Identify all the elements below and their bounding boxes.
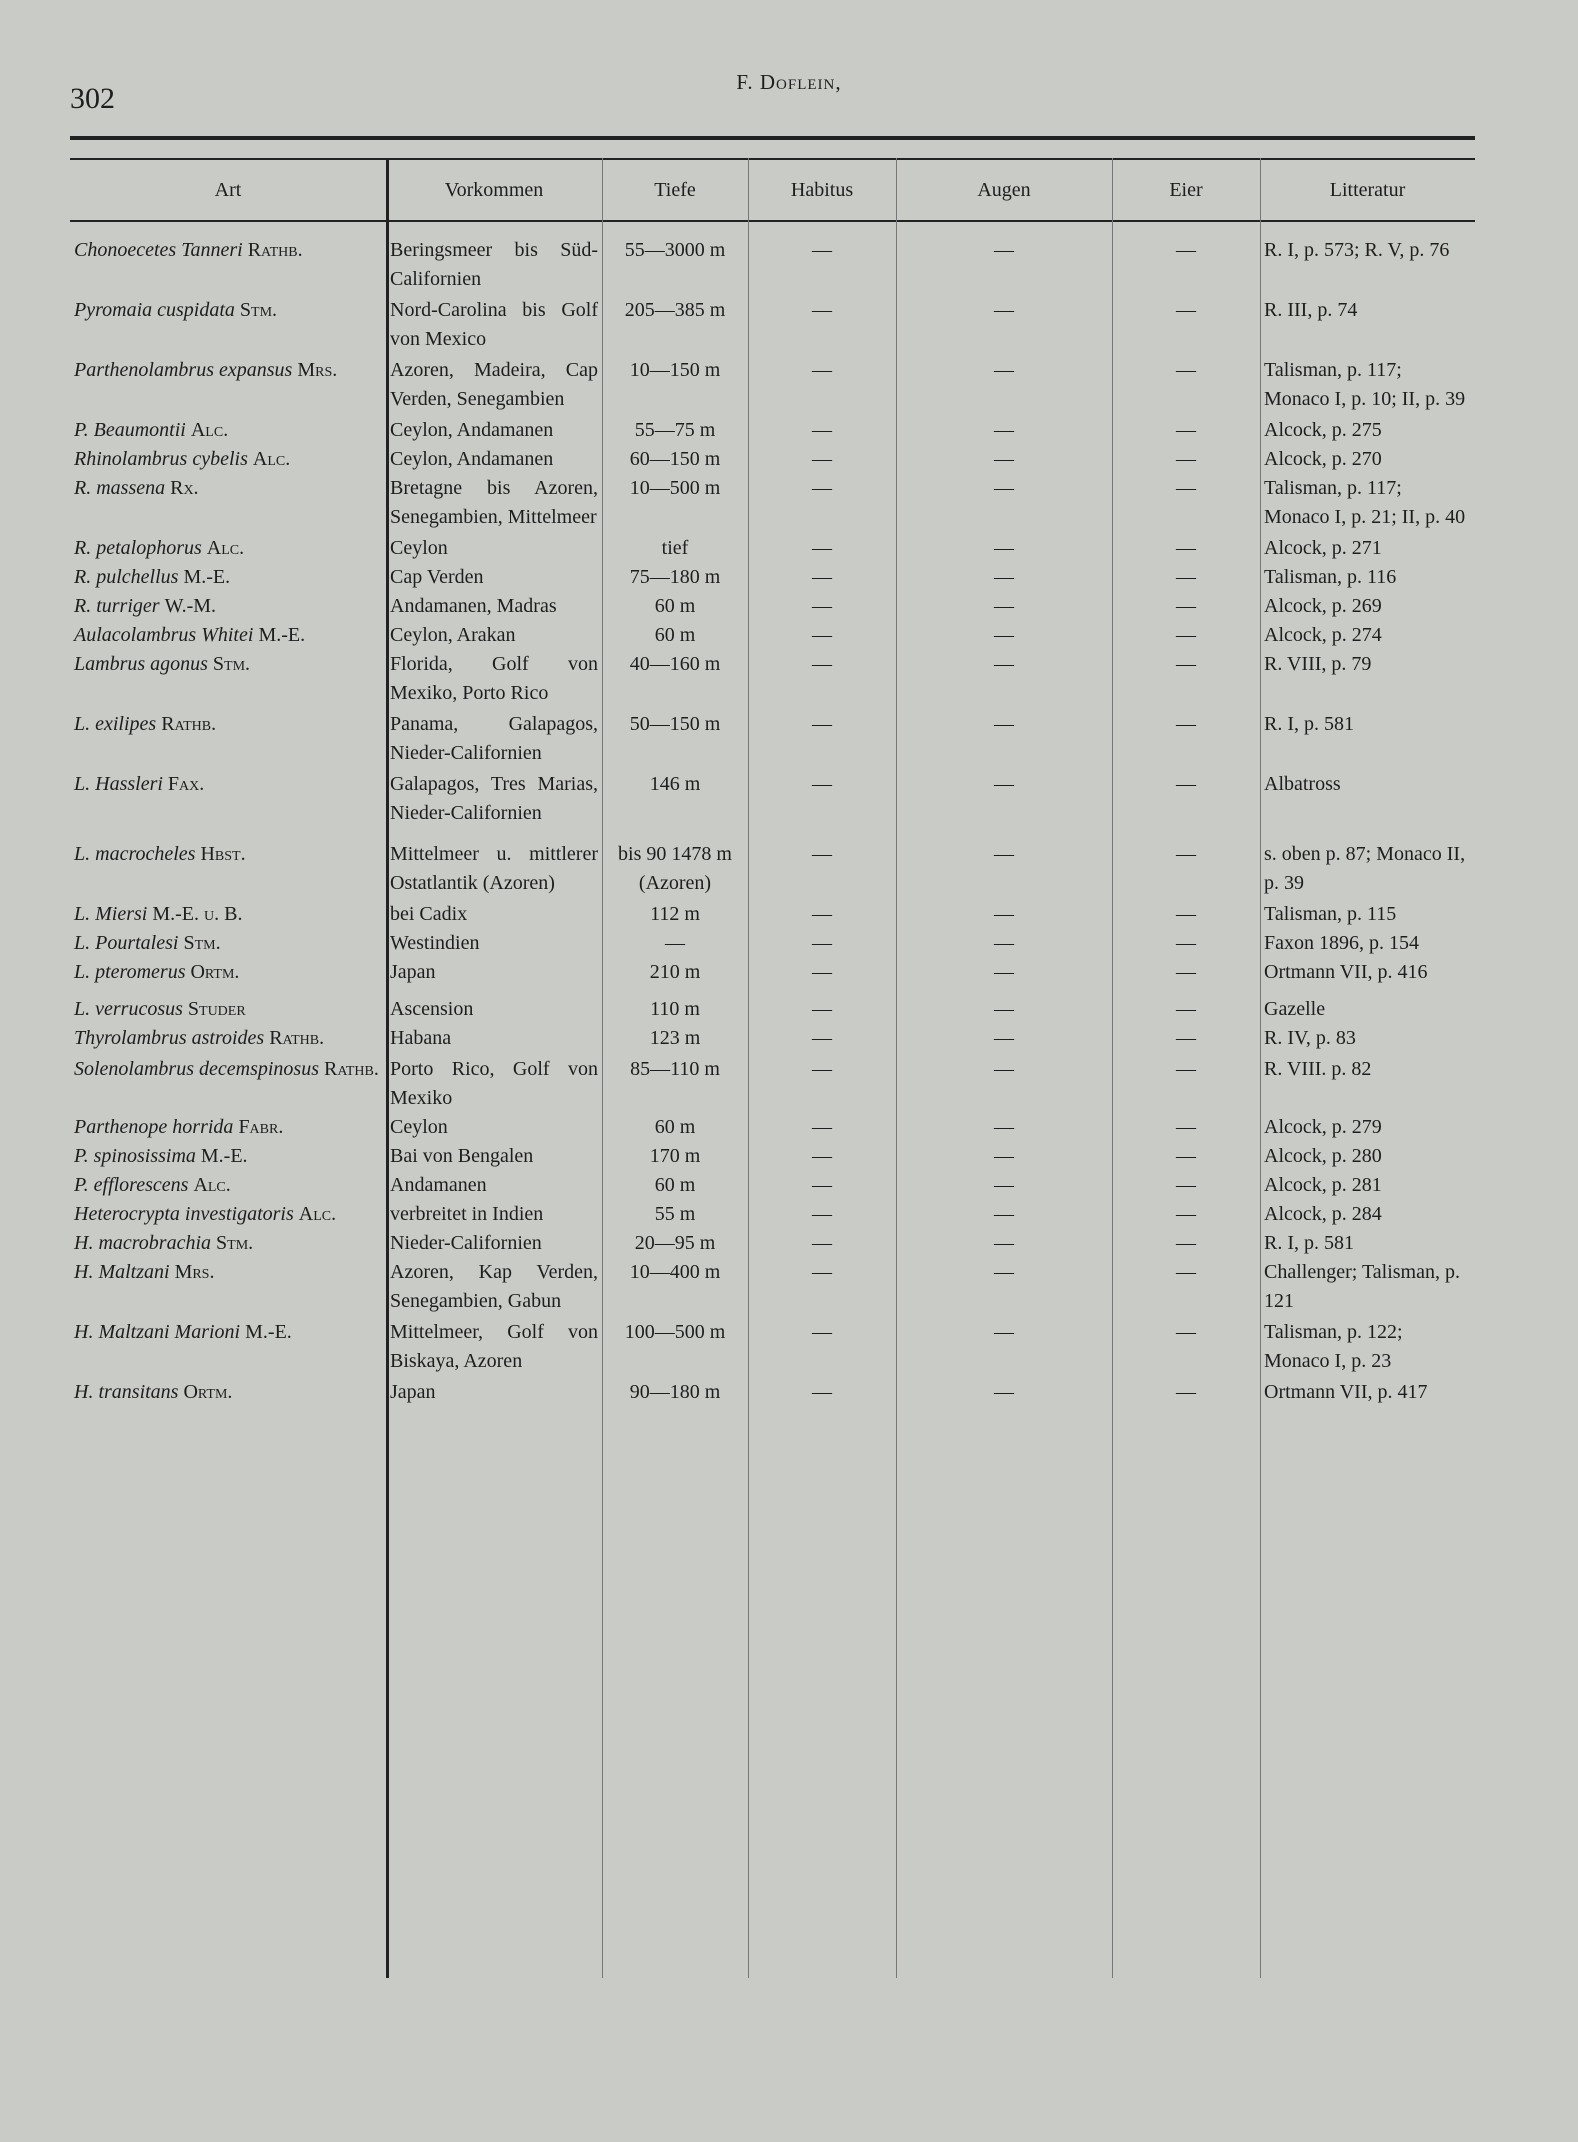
- cell-litteratur: Talisman, p. 117; Monaco I, p. 21; II, p. 40: [1264, 477, 1466, 528]
- cell-eier: —: [1176, 1203, 1196, 1225]
- cell-litteratur: Alcock, p. 279: [1264, 1116, 1382, 1138]
- cell-art: [70, 1318, 386, 1378]
- cell-art: [70, 1200, 386, 1229]
- species-name: P. spinosissima: [74, 1145, 196, 1167]
- species-name: Lambrus agonus: [74, 653, 208, 675]
- cell-litteratur: Alcock, p. 284: [1264, 1203, 1382, 1225]
- cell-litteratur: Ortmann VII, p. 416: [1264, 961, 1428, 983]
- cell-tiefe: 205—385 m: [624, 299, 726, 321]
- cell-vorkommen: Azoren, Kap Verden, Senegambien, Gabun: [390, 1261, 598, 1312]
- cell-augen: —: [994, 1174, 1014, 1196]
- cell-augen: —: [994, 843, 1014, 865]
- cell-tiefe: 60 m: [654, 595, 696, 617]
- species-name: R. turriger: [74, 595, 160, 617]
- species-author: Rx.: [170, 477, 199, 499]
- cell-vorkommen: Panama, Galapagos, Nieder-Californien: [390, 713, 598, 764]
- species-name: R. massena: [74, 477, 166, 499]
- cell-habitus: —: [812, 239, 832, 261]
- cell-vorkommen: Beringsmeer bis Süd-Californien: [390, 239, 598, 290]
- cell-vorkommen: Habana: [390, 1027, 452, 1049]
- cell-augen: —: [994, 419, 1014, 441]
- cell-vorkommen: Andamanen, Madras: [390, 595, 557, 617]
- cell-eier: —: [1176, 595, 1196, 617]
- table-header: [70, 160, 1475, 236]
- column-header-habitus: Habitus: [790, 178, 854, 201]
- cell-litteratur: Alcock, p. 280: [1264, 1145, 1382, 1167]
- cell-tiefe: 60 m: [654, 1116, 696, 1138]
- species-name: Parthenope horrida: [74, 1116, 234, 1138]
- species-author: Alc.: [252, 448, 291, 470]
- species-author: Ortm.: [190, 961, 240, 983]
- cell-eier: —: [1176, 843, 1196, 865]
- cell-litteratur: R. I, p. 581: [1264, 1232, 1354, 1254]
- cell-habitus: —: [812, 1027, 832, 1049]
- cell-habitus: —: [812, 299, 832, 321]
- cell-augen: —: [994, 1145, 1014, 1167]
- cell-art: [70, 296, 386, 356]
- species-author: W.-M.: [164, 595, 217, 617]
- species-name: Heterocrypta investigatoris: [74, 1203, 294, 1225]
- cell-art: [70, 1258, 386, 1318]
- cell-tiefe: 60—150 m: [629, 448, 721, 470]
- cell-habitus: —: [812, 1116, 832, 1138]
- table-row: [70, 1318, 1475, 1378]
- species-author: M.-E.: [245, 1321, 292, 1343]
- species-name: L. verrucosus: [74, 998, 183, 1020]
- cell-augen: —: [994, 566, 1014, 588]
- species-author: Stm.: [239, 299, 278, 321]
- cell-vorkommen: Galapagos, Tres Marias, Nieder-Californien: [390, 773, 598, 824]
- cell-habitus: —: [812, 1145, 832, 1167]
- cell-art: [70, 958, 386, 995]
- table-row: [70, 1055, 1475, 1113]
- cell-tiefe: 123 m: [649, 1027, 701, 1049]
- species-name: H. macrobrachia: [74, 1232, 212, 1254]
- cell-art: [70, 1378, 386, 1407]
- cell-art: [70, 1142, 386, 1171]
- cell-augen: —: [994, 1027, 1014, 1049]
- cell-tiefe: 55—75 m: [634, 419, 716, 441]
- cell-habitus: —: [812, 773, 832, 795]
- species-author: Rathb.: [161, 713, 217, 735]
- cell-augen: —: [994, 1203, 1014, 1225]
- species-author: M.-E.: [258, 624, 306, 646]
- species-author: Rathb.: [323, 1058, 379, 1080]
- species-author: M.-E.: [200, 1145, 248, 1167]
- cell-vorkommen: Ceylon, Andamanen: [390, 448, 554, 470]
- cell-augen: —: [994, 359, 1014, 381]
- cell-litteratur: R. I, p. 581: [1264, 713, 1354, 735]
- species-name: Pyromaia cuspidata: [74, 299, 235, 321]
- cell-habitus: —: [812, 1058, 832, 1080]
- table-row: [70, 474, 1475, 534]
- cell-tiefe: 50—150 m: [629, 713, 721, 735]
- cell-augen: —: [994, 448, 1014, 470]
- cell-habitus: —: [812, 932, 832, 954]
- cell-litteratur: R. I, p. 573; R. V, p. 76: [1264, 239, 1450, 261]
- cell-eier: —: [1176, 477, 1196, 499]
- cell-art: [70, 592, 386, 621]
- cell-tiefe: 146 m: [649, 773, 701, 795]
- species-author: Mrs.: [297, 359, 338, 381]
- cell-habitus: —: [812, 1381, 832, 1403]
- species-author: M.-E. u. B.: [152, 903, 243, 925]
- table-row: [70, 958, 1475, 995]
- table-row: [70, 1113, 1475, 1142]
- species-author: Rathb.: [247, 239, 303, 261]
- species-author: Stm.: [216, 1232, 254, 1254]
- table-row: [70, 1200, 1475, 1229]
- species-author: Mrs.: [174, 1261, 215, 1283]
- cell-art: [70, 236, 386, 296]
- cell-art: [70, 929, 386, 958]
- cell-vorkommen: Ceylon: [390, 1116, 448, 1138]
- table-row: [70, 929, 1475, 958]
- cell-tiefe: 40—160 m: [629, 653, 721, 675]
- cell-habitus: —: [812, 448, 832, 470]
- cell-litteratur: Gazelle: [1264, 998, 1326, 1020]
- cell-tiefe: tief: [661, 537, 689, 559]
- cell-habitus: —: [812, 566, 832, 588]
- cell-litteratur: s. oben p. 87; Monaco II, p. 39: [1264, 843, 1466, 894]
- cell-habitus: —: [812, 537, 832, 559]
- species-name: Chonoecetes Tanneri: [74, 239, 243, 261]
- cell-vorkommen: bei Cadix: [390, 903, 468, 925]
- table-row: [70, 416, 1475, 445]
- cell-tiefe: 10—500 m: [629, 477, 721, 499]
- cell-art: [70, 1229, 386, 1258]
- page-number: 302: [70, 82, 115, 115]
- table-row: [70, 296, 1475, 356]
- cell-augen: —: [994, 1261, 1014, 1283]
- cell-eier: —: [1176, 1027, 1196, 1049]
- cell-vorkommen: Porto Rico, Golf von Mexiko: [390, 1058, 598, 1109]
- cell-litteratur: Talisman, p. 116: [1264, 566, 1397, 588]
- cell-eier: —: [1176, 998, 1196, 1020]
- table-row: [70, 445, 1475, 474]
- cell-tiefe: 85—110 m: [630, 1058, 720, 1080]
- species-name: Rhinolambrus cybelis: [74, 448, 248, 470]
- cell-augen: —: [994, 932, 1014, 954]
- species-author: Alc.: [298, 1203, 337, 1225]
- cell-augen: —: [994, 903, 1014, 925]
- cell-tiefe: 55—3000 m: [624, 239, 726, 261]
- cell-tiefe: 75—180 m: [629, 566, 721, 588]
- cell-litteratur: Albatross: [1264, 773, 1341, 795]
- species-author: Studer: [187, 998, 246, 1020]
- species-table: [70, 160, 1475, 1407]
- cell-eier: —: [1176, 359, 1196, 381]
- cell-tiefe: bis 90 1478 m (Azoren): [618, 843, 732, 894]
- cell-vorkommen: verbreitet in Indien: [390, 1203, 544, 1225]
- cell-augen: —: [994, 624, 1014, 646]
- species-name: Aulacolambrus Whitei: [74, 624, 254, 646]
- cell-habitus: —: [812, 1232, 832, 1254]
- cell-vorkommen: Andamanen: [390, 1174, 487, 1196]
- cell-eier: —: [1176, 1174, 1196, 1196]
- table-row: [70, 1024, 1475, 1055]
- species-author: Stm.: [212, 653, 251, 675]
- cell-vorkommen: Ascension: [390, 998, 474, 1020]
- species-author: Fax.: [167, 773, 205, 795]
- cell-art: [70, 840, 386, 900]
- column-header-art: Art: [214, 178, 242, 201]
- cell-augen: —: [994, 537, 1014, 559]
- cell-vorkommen: Mittelmeer, Golf von Biskaya, Azoren: [390, 1321, 598, 1372]
- column-header-vorkommen: Vorkommen: [444, 178, 544, 201]
- cell-augen: —: [994, 1116, 1014, 1138]
- cell-habitus: —: [812, 998, 832, 1020]
- table-row: [70, 621, 1475, 650]
- table-row: [70, 995, 1475, 1024]
- table-row: [70, 1258, 1475, 1318]
- column-header-litteratur: Litteratur: [1329, 178, 1406, 201]
- species-author: Fabr.: [238, 1116, 284, 1138]
- cell-eier: —: [1176, 1058, 1196, 1080]
- cell-tiefe: 110 m: [650, 998, 700, 1020]
- cell-litteratur: Alcock, p. 281: [1264, 1174, 1382, 1196]
- cell-habitus: —: [812, 1203, 832, 1225]
- cell-art: [70, 356, 386, 416]
- cell-eier: —: [1176, 299, 1196, 321]
- column-header-eier: Eier: [1169, 178, 1203, 201]
- cell-art: [70, 474, 386, 534]
- cell-augen: —: [994, 1058, 1014, 1080]
- cell-tiefe: 100—500 m: [624, 1321, 726, 1343]
- table-row: [70, 1229, 1475, 1258]
- table-row: [70, 1378, 1475, 1407]
- cell-art: [70, 445, 386, 474]
- cell-eier: —: [1176, 537, 1196, 559]
- cell-eier: —: [1176, 961, 1196, 983]
- cell-tiefe: 55 m: [654, 1203, 696, 1225]
- cell-art: [70, 900, 386, 929]
- table-row: [70, 710, 1475, 770]
- cell-augen: —: [994, 1232, 1014, 1254]
- cell-eier: —: [1176, 239, 1196, 261]
- cell-art: [70, 1171, 386, 1200]
- cell-augen: —: [994, 713, 1014, 735]
- species-name: H. Maltzani: [74, 1261, 170, 1283]
- species-name: P. Beaumontii: [74, 419, 186, 441]
- cell-eier: —: [1176, 1145, 1196, 1167]
- cell-tiefe: 20—95 m: [634, 1232, 716, 1254]
- cell-tiefe: 90—180 m: [629, 1381, 721, 1403]
- cell-tiefe: 60 m: [654, 624, 696, 646]
- cell-augen: —: [994, 477, 1014, 499]
- cell-vorkommen: Ceylon, Andamanen: [390, 419, 554, 441]
- species-author: M.-E.: [183, 566, 231, 588]
- table-row: [70, 900, 1475, 929]
- cell-vorkommen: Azoren, Madeira, Cap Verden, Senegambien: [390, 359, 598, 410]
- cell-tiefe: 60 m: [654, 1174, 696, 1196]
- cell-habitus: —: [812, 653, 832, 675]
- cell-eier: —: [1176, 713, 1196, 735]
- cell-litteratur: Alcock, p. 274: [1264, 624, 1382, 646]
- table-row: [70, 840, 1475, 900]
- species-name: H. Maltzani Marioni: [74, 1321, 241, 1343]
- cell-habitus: —: [812, 477, 832, 499]
- cell-vorkommen: Florida, Golf von Mexiko, Porto Rico: [390, 653, 598, 704]
- cell-habitus: —: [812, 359, 832, 381]
- species-name: R. petalophorus: [74, 537, 202, 559]
- cell-art: [70, 1113, 386, 1142]
- cell-eier: —: [1176, 1381, 1196, 1403]
- column-header-augen: Augen: [977, 178, 1031, 201]
- cell-vorkommen: Mittelmeer u. mittlerer Ostatlantik (Azoren): [390, 843, 598, 894]
- cell-litteratur: Alcock, p. 270: [1264, 448, 1382, 470]
- top-rule: [70, 136, 1475, 140]
- cell-eier: —: [1176, 566, 1196, 588]
- cell-eier: —: [1176, 653, 1196, 675]
- table-row: [70, 356, 1475, 416]
- cell-tiefe: 10—400 m: [629, 1261, 721, 1283]
- cell-litteratur: Alcock, p. 269: [1264, 595, 1382, 617]
- cell-habitus: —: [812, 595, 832, 617]
- cell-vorkommen: Bretagne bis Azoren, Senegambien, Mittelmeer: [390, 477, 598, 528]
- cell-litteratur: R. VIII, p. 79: [1264, 653, 1372, 675]
- cell-eier: —: [1176, 1232, 1196, 1254]
- cell-art: [70, 534, 386, 563]
- cell-art: [70, 1024, 386, 1055]
- cell-eier: —: [1176, 1261, 1196, 1283]
- cell-vorkommen: Ceylon: [390, 537, 448, 559]
- cell-vorkommen: Ceylon, Arakan: [390, 624, 516, 646]
- table-row: [70, 236, 1475, 296]
- species-name: H. transitans: [74, 1381, 179, 1403]
- cell-augen: —: [994, 239, 1014, 261]
- running-title: F. Doflein,: [736, 70, 842, 94]
- species-author: Alc.: [206, 537, 245, 559]
- cell-eier: —: [1176, 448, 1196, 470]
- cell-art: [70, 710, 386, 770]
- table-row: [70, 770, 1475, 840]
- cell-eier: —: [1176, 624, 1196, 646]
- cell-vorkommen: Japan: [390, 1381, 436, 1403]
- species-name: L. macrocheles: [74, 843, 196, 865]
- cell-tiefe: —: [665, 932, 685, 954]
- cell-habitus: —: [812, 624, 832, 646]
- species-author: Rathb.: [269, 1027, 325, 1049]
- cell-art: [70, 770, 386, 840]
- species-name: Thyrolambrus astroides: [74, 1027, 265, 1049]
- species-name: R. pulchellus: [74, 566, 179, 588]
- cell-tiefe: 170 m: [649, 1145, 701, 1167]
- cell-eier: —: [1176, 903, 1196, 925]
- species-name: P. efflorescens: [74, 1174, 189, 1196]
- cell-augen: —: [994, 773, 1014, 795]
- species-name: L. Hassleri: [74, 773, 163, 795]
- cell-art: [70, 650, 386, 710]
- species-name: L. exilipes: [74, 713, 157, 735]
- species-author: Stm.: [183, 932, 221, 954]
- cell-augen: —: [994, 595, 1014, 617]
- cell-vorkommen: Nord-Carolina bis Golf von Mexico: [390, 299, 598, 350]
- table-row: [70, 1171, 1475, 1200]
- cell-litteratur: R. IV, p. 83: [1264, 1027, 1356, 1049]
- cell-vorkommen: Cap Verden: [390, 566, 484, 588]
- cell-tiefe: 210 m: [649, 961, 701, 983]
- cell-litteratur: Ortmann VII, p. 417: [1264, 1381, 1428, 1403]
- cell-eier: —: [1176, 773, 1196, 795]
- table-body: [70, 236, 1475, 1407]
- table-row: [70, 563, 1475, 592]
- cell-augen: —: [994, 961, 1014, 983]
- cell-augen: —: [994, 998, 1014, 1020]
- cell-eier: —: [1176, 419, 1196, 441]
- cell-litteratur: Challenger; Talisman, p. 121: [1264, 1261, 1460, 1312]
- cell-art: [70, 621, 386, 650]
- cell-litteratur: Faxon 1896, p. 154: [1264, 932, 1419, 954]
- cell-habitus: —: [812, 1261, 832, 1283]
- cell-litteratur: Alcock, p. 275: [1264, 419, 1382, 441]
- table-row: [70, 592, 1475, 621]
- species-author: Alc.: [190, 419, 229, 441]
- table-row: [70, 1142, 1475, 1171]
- cell-eier: —: [1176, 932, 1196, 954]
- species-name: L. Pourtalesi: [74, 932, 179, 954]
- table-row: [70, 650, 1475, 710]
- cell-art: [70, 416, 386, 445]
- cell-vorkommen: Westindien: [390, 932, 480, 954]
- cell-litteratur: Alcock, p. 271: [1264, 537, 1382, 559]
- cell-litteratur: Talisman, p. 115: [1264, 903, 1397, 925]
- cell-eier: —: [1176, 1321, 1196, 1343]
- cell-litteratur: Talisman, p. 122; Monaco I, p. 23: [1264, 1321, 1403, 1372]
- cell-art: [70, 563, 386, 592]
- cell-habitus: —: [812, 843, 832, 865]
- species-author: Hbst.: [200, 843, 246, 865]
- cell-litteratur: Talisman, p. 117; Monaco I, p. 10; II, p. 39: [1264, 359, 1466, 410]
- cell-augen: —: [994, 1321, 1014, 1343]
- species-name: L. pteromerus: [74, 961, 186, 983]
- cell-tiefe: 10—150 m: [629, 359, 721, 381]
- cell-augen: —: [994, 653, 1014, 675]
- species-author: Alc.: [193, 1174, 231, 1196]
- species-name: Parthenolambrus expansus: [74, 359, 293, 381]
- cell-litteratur: R. III, p. 74: [1264, 299, 1358, 321]
- cell-habitus: —: [812, 1174, 832, 1196]
- column-header-tiefe: Tiefe: [654, 178, 696, 201]
- cell-habitus: —: [812, 419, 832, 441]
- cell-habitus: —: [812, 1321, 832, 1343]
- cell-tiefe: 112 m: [650, 903, 700, 925]
- cell-art: [70, 995, 386, 1024]
- cell-eier: —: [1176, 1116, 1196, 1138]
- cell-vorkommen: Bai von Bengalen: [390, 1145, 534, 1167]
- cell-art: [70, 1055, 386, 1113]
- cell-litteratur: R. VIII. p. 82: [1264, 1058, 1372, 1080]
- cell-augen: —: [994, 299, 1014, 321]
- cell-habitus: —: [812, 903, 832, 925]
- cell-habitus: —: [812, 713, 832, 735]
- species-name: L. Miersi: [74, 903, 148, 925]
- species-name: Solenolambrus decemspinosus: [74, 1058, 319, 1080]
- cell-vorkommen: Nieder-Californien: [390, 1232, 542, 1254]
- species-author: Ortm.: [183, 1381, 233, 1403]
- cell-augen: —: [994, 1381, 1014, 1403]
- cell-vorkommen: Japan: [390, 961, 436, 983]
- cell-habitus: —: [812, 961, 832, 983]
- table-row: [70, 534, 1475, 563]
